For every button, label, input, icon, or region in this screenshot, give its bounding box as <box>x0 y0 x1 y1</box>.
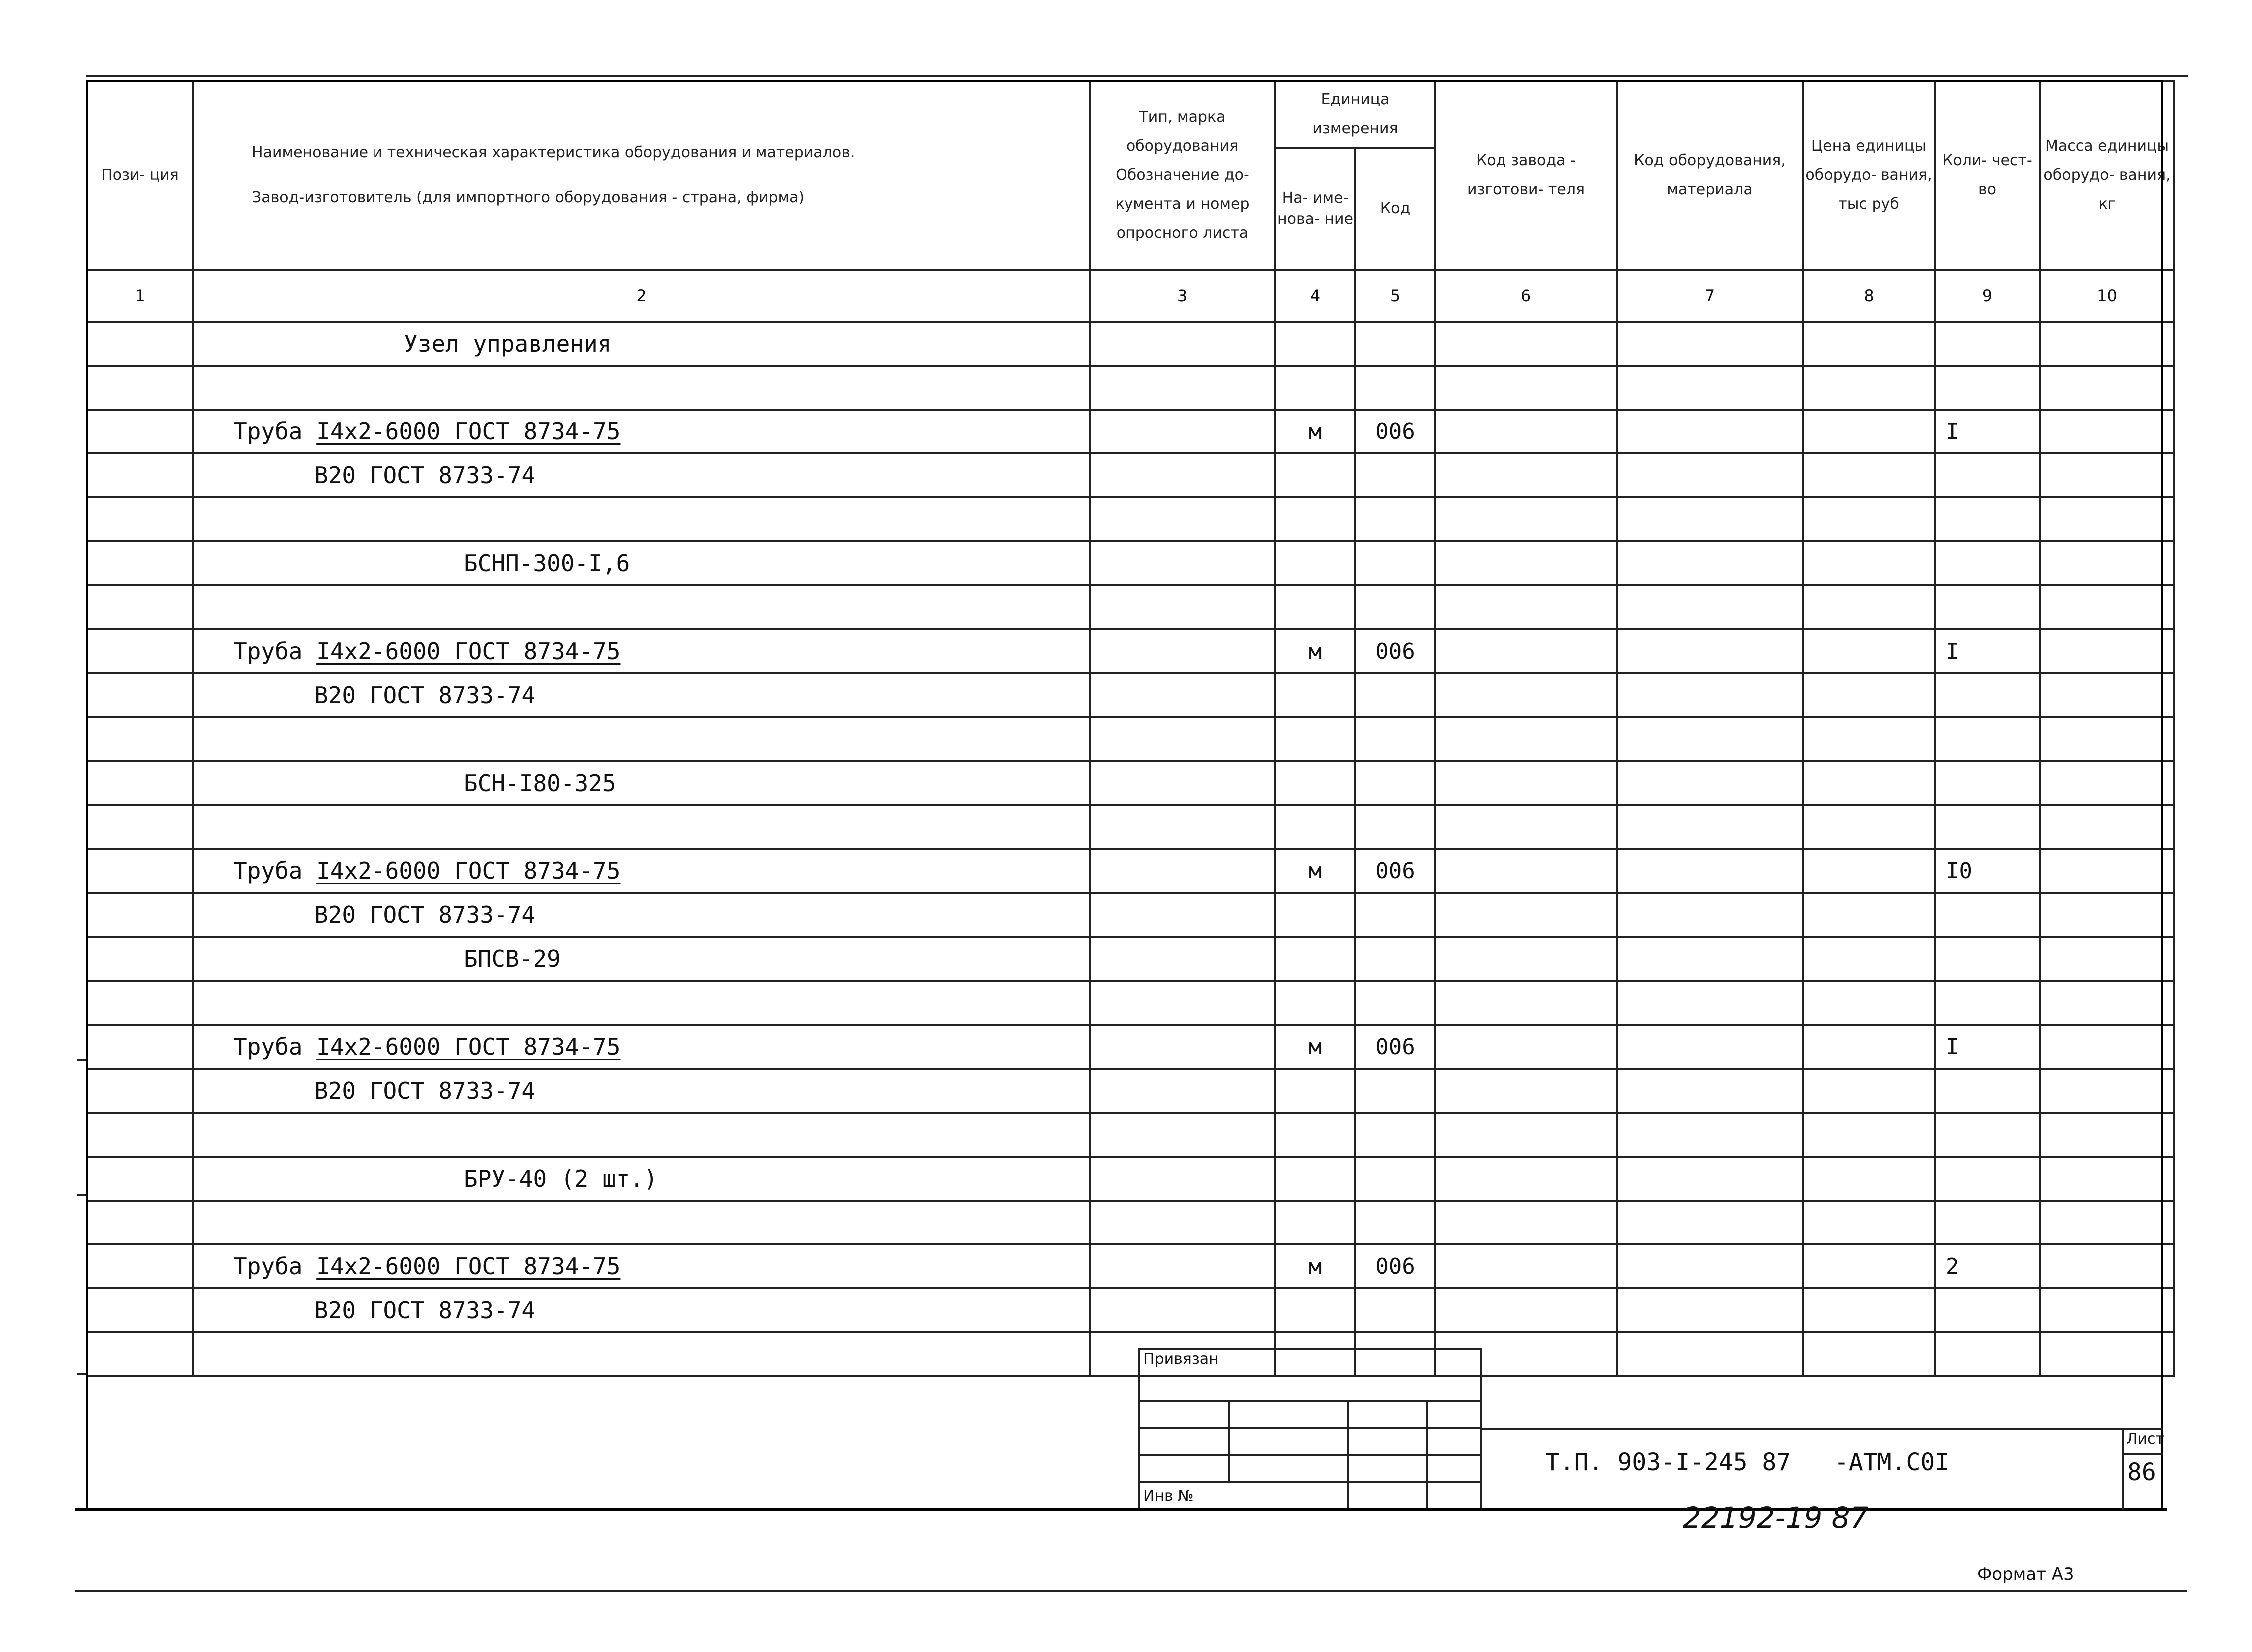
approval-stamp <box>1138 1348 1482 1510</box>
inventory-label: Инв № <box>1139 1482 1348 1509</box>
item-name: В20 ГОСТ 8733-74 <box>193 893 1090 937</box>
sheet-number: 86 <box>2127 1458 2156 1486</box>
quantity: 2 <box>1935 1244 2040 1288</box>
col-number: 8 <box>1803 270 1935 322</box>
document-code: Т.П. 903-I-245 87 -АТМ.С0I <box>1545 1448 1950 1476</box>
item-name: Узел управления <box>193 322 1090 366</box>
header-position: Пози- ция <box>87 81 193 270</box>
col-number: 5 <box>1355 270 1435 322</box>
unit-code: 006 <box>1355 629 1435 673</box>
quantity: I <box>1935 410 2040 453</box>
item-name: БСНП-300-I,6 <box>193 541 1090 585</box>
unit-code: 006 <box>1355 849 1435 893</box>
col-number: 10 <box>2040 270 2174 322</box>
unit-name: м <box>1275 410 1355 453</box>
item-name: В20 ГОСТ 8733-74 <box>193 1288 1090 1332</box>
header-unit-code: Код <box>1355 148 1435 270</box>
unit-code: 006 <box>1355 1025 1435 1069</box>
col-number: 4 <box>1275 270 1355 322</box>
col-number: 2 <box>193 270 1090 322</box>
col-number: 9 <box>1935 270 2040 322</box>
header-quantity: Коли- чест- во <box>1935 81 2040 270</box>
title-block-top <box>1482 1428 2163 1430</box>
item-name: БПСВ-29 <box>193 937 1090 981</box>
unit-code: 006 <box>1355 410 1435 453</box>
col-number: 7 <box>1617 270 1803 322</box>
item-name: Труба I4x2-6000 ГОСТ 8734-75 <box>193 410 1090 453</box>
margin-tick <box>77 1059 86 1061</box>
header-factory-code: Код завода - изготови- теля <box>1435 81 1617 270</box>
col-number: 3 <box>1090 270 1275 322</box>
quantity: I <box>1935 1025 2040 1069</box>
item-name: В20 ГОСТ 8733-74 <box>193 673 1090 717</box>
unit-name: м <box>1275 849 1355 893</box>
sheet-divider <box>2122 1453 2163 1455</box>
bottom-rule <box>75 1590 2187 1592</box>
top-rule <box>86 75 2188 77</box>
format-label: Формат А3 <box>1977 1564 2074 1584</box>
margin-tick <box>77 1194 86 1196</box>
item-name: Труба I4x2-6000 ГОСТ 8734-75 <box>193 629 1090 673</box>
item-name: Труба I4x2-6000 ГОСТ 8734-75 <box>193 1244 1090 1288</box>
col-number: 6 <box>1435 270 1617 322</box>
header-mass: Масса единицы оборудо- вания, кг <box>2040 81 2174 270</box>
unit-code: 006 <box>1355 1244 1435 1288</box>
item-name: В20 ГОСТ 8733-74 <box>193 453 1090 497</box>
sheet-label: Лист <box>2126 1430 2165 1448</box>
tied-label: Привязан <box>1139 1349 1481 1401</box>
item-name: В20 ГОСТ 8733-74 <box>193 1069 1090 1113</box>
quantity: I <box>1935 629 2040 673</box>
margin-tick <box>77 1373 86 1375</box>
item-name: Труба I4x2-6000 ГОСТ 8734-75 <box>193 1025 1090 1069</box>
quantity: I0 <box>1935 849 2040 893</box>
unit-name: м <box>1275 1244 1355 1288</box>
header-type: Тип, марка оборудования Обозначение до- кумента и номер опросного листа <box>1090 81 1275 270</box>
item-name: БРУ-40 (2 шт.) <box>193 1157 1090 1201</box>
item-name: Труба I4x2-6000 ГОСТ 8734-75 <box>193 849 1090 893</box>
unit-name: м <box>1275 629 1355 673</box>
registration-number: 22192-19 87 <box>1683 1501 1869 1535</box>
header-name-line2: Завод-изготовитель (для импортного оборудования - страна, фирма) <box>252 189 805 206</box>
item-name: БСН-I80-325 <box>193 761 1090 805</box>
header-unit-group: Единица измерения <box>1275 81 1435 148</box>
header-name-line1: Наименование и техническая характеристика оборудования и материалов. <box>252 144 855 161</box>
col-number: 1 <box>87 270 193 322</box>
unit-name: м <box>1275 1025 1355 1069</box>
sheet-frame <box>86 80 2163 1510</box>
header-price: Цена единицы оборудо- вания, тыс руб <box>1803 81 1935 270</box>
header-unit-name: На- име- нова- ние <box>1275 148 1355 270</box>
header-equipment-code: Код оборудования, материала <box>1617 81 1803 270</box>
